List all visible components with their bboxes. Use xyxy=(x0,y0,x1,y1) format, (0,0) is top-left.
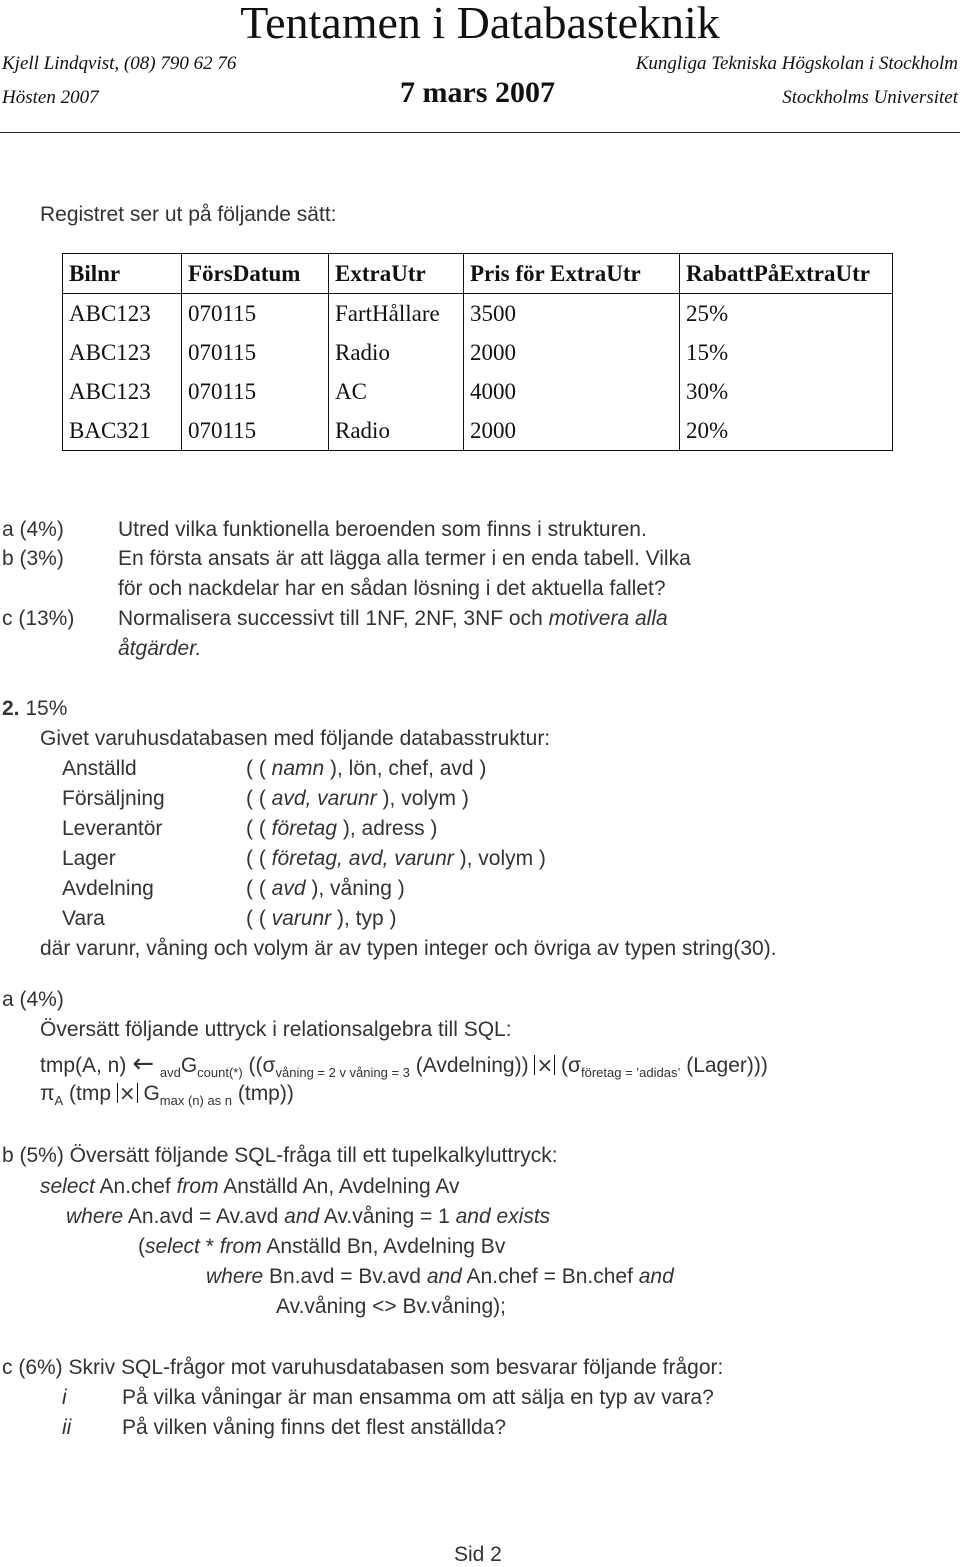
sql-keyword: and exists xyxy=(455,1205,551,1228)
aggregate-symbol: G xyxy=(180,1054,198,1077)
expr-rest: (tmp)) xyxy=(232,1082,294,1105)
natural-join-icon: × xyxy=(118,1081,136,1105)
q2c-item-number xyxy=(62,1386,67,1410)
natural-join-icon: × xyxy=(536,1053,554,1077)
q1b-text-line1: En första ansats är att lägga alla termer i en enda tabell. Vilka xyxy=(118,547,691,570)
q2a-label: a (4%) xyxy=(2,988,64,1011)
q2c-item-number xyxy=(62,1416,71,1440)
document-title: Tentamen i Databasteknik xyxy=(240,0,720,48)
sql-text: An.chef xyxy=(94,1175,177,1198)
table-row xyxy=(63,411,893,451)
schema-rest: ), våning ) xyxy=(305,877,405,900)
relation-avdelning: (Avdelning)) xyxy=(409,1054,535,1077)
q1c-label: c (13%) xyxy=(2,607,75,630)
q1c-italic: motivera alla xyxy=(548,607,668,630)
header-rule xyxy=(0,132,960,133)
table-cell: 25% xyxy=(680,294,893,334)
relation-schema xyxy=(246,907,397,931)
sql-line-3 xyxy=(138,1235,505,1259)
sql-text: An.chef = Bn.chef xyxy=(461,1265,639,1288)
table-cell: AC xyxy=(329,372,464,411)
schema-rest: ), adress ) xyxy=(337,817,438,840)
relation-lager: (Lager))) xyxy=(680,1054,768,1077)
table-cell: Radio xyxy=(329,411,464,451)
column-header: Pris för ExtraUtr xyxy=(464,254,680,294)
select-symbol: ((σ xyxy=(242,1054,276,1077)
q1c-text xyxy=(118,607,668,631)
term-line: Hösten 2007 xyxy=(2,87,99,108)
q1b-label: b (3%) xyxy=(2,547,64,570)
expr-tmp: (tmp xyxy=(63,1082,117,1105)
q2a-text: Översätt följande uttryck i relationsalgebra till SQL: xyxy=(40,1018,512,1041)
table-cell: 070115 xyxy=(182,411,329,451)
select-condition: företag = ’adidas’ xyxy=(581,1065,681,1080)
q2b-label: b (5%) Översätt följande SQL-fråga till ett tupelkalkyluttryck: xyxy=(2,1144,558,1167)
schema-rest: ), lön, chef, avd ) xyxy=(324,757,487,780)
sql-line-5: Av.våning <> Bv.våning); xyxy=(276,1295,506,1318)
sql-keyword: select xyxy=(40,1175,95,1198)
schema-key: företag xyxy=(271,817,338,840)
assign-arrow-icon: ← xyxy=(132,1049,154,1079)
schema-rest: ), typ ) xyxy=(331,907,397,930)
q2-types-note: där varunr, våning och volym är av typen integer och övriga av typen string(30). xyxy=(40,937,777,960)
q2c-label: c (6%) Skriv SQL-frågor mot varuhusdatabasen som besvarar följande frågor: xyxy=(2,1356,724,1379)
item-numeral: ii xyxy=(62,1416,72,1439)
q1a-text: Utred vilka funktionella beroenden som finns i strukturen. xyxy=(118,518,647,541)
item-numeral: i xyxy=(62,1386,67,1409)
schema-open: ( ( xyxy=(246,757,272,780)
table-cell: Radio xyxy=(329,333,464,372)
sql-line-2 xyxy=(66,1205,550,1229)
table-cell: 3500 xyxy=(464,294,680,334)
relation-name: Avdelning xyxy=(62,877,154,900)
table-cell: 15% xyxy=(680,333,893,372)
sql-text: Anställd Bn, Avdelning Bv xyxy=(261,1235,506,1258)
sql-text: * xyxy=(199,1235,220,1258)
table-cell: 2000 xyxy=(464,333,680,372)
q2c-item-text: På vilken våning finns det flest anställda? xyxy=(122,1416,507,1439)
table-row xyxy=(63,372,893,411)
table-cell: 30% xyxy=(680,372,893,411)
column-header: FörsDatum xyxy=(182,254,329,294)
q2-number: 2. xyxy=(2,697,20,720)
table-cell: 20% xyxy=(680,411,893,451)
table-cell: FartHållare xyxy=(329,294,464,334)
table-row xyxy=(63,333,893,372)
relation-name: Anställd xyxy=(62,757,137,780)
column-header: ExtraUtr xyxy=(329,254,464,294)
table-cell: ABC123 xyxy=(69,378,151,404)
sql-keyword: and xyxy=(284,1205,320,1228)
sql-keyword: and xyxy=(426,1265,462,1288)
sql-text: An.avd = Av.avd xyxy=(123,1205,285,1228)
schema-key: avd xyxy=(271,877,306,900)
table-header-row xyxy=(63,254,893,294)
sql-text: Av.våning = 1 xyxy=(319,1205,456,1228)
schema-key: företag, avd, varunr xyxy=(271,847,454,870)
relation-schema xyxy=(246,877,405,901)
register-table xyxy=(62,253,893,451)
schema-open: ( ( xyxy=(246,787,272,810)
q1b-text-line2: för och nackdelar har en sådan lösning i det aktuella fallet? xyxy=(118,577,666,600)
aggregate-subscript: max (n) as n xyxy=(159,1093,233,1108)
relation-schema xyxy=(246,757,486,781)
schema-key: varunr xyxy=(271,907,332,930)
sql-keyword: where xyxy=(66,1205,124,1228)
aggregate-subscript: count(*) xyxy=(197,1065,243,1080)
table-cell: 4000 xyxy=(464,372,680,411)
schema-open: ( ( xyxy=(246,907,272,930)
q1c-italic2: åtgärder. xyxy=(118,637,202,660)
projection-symbol: π xyxy=(40,1082,55,1105)
sql-keyword: where xyxy=(206,1265,264,1288)
sql-keyword: from xyxy=(176,1175,219,1198)
sql-text: ( xyxy=(138,1235,145,1258)
schema-rest: ), volym ) xyxy=(376,787,469,810)
select-symbol: (σ xyxy=(555,1054,581,1077)
table-cell: 070115 xyxy=(182,333,329,372)
projection-subscript: A xyxy=(54,1093,64,1108)
sql-keyword: select xyxy=(145,1235,200,1258)
table-cell: 2000 xyxy=(464,411,680,451)
sql-line-4 xyxy=(206,1265,674,1289)
group-subscript: avd xyxy=(159,1065,181,1080)
table-row xyxy=(63,294,893,334)
relation-schema xyxy=(246,787,469,811)
schema-open: ( ( xyxy=(246,847,272,870)
author-line: Kjell Lindqvist, (08) 790 62 76 xyxy=(2,53,237,74)
sql-keyword: and xyxy=(638,1265,674,1288)
institution-line: Kungliga Tekniska Högskolan i Stockholm xyxy=(635,53,958,74)
schema-key: avd, varunr xyxy=(271,787,377,810)
university-line: Stockholms Universitet xyxy=(782,87,958,108)
sql-keyword: from xyxy=(219,1235,262,1258)
relation-schema xyxy=(246,817,437,841)
algebra-expression-2 xyxy=(40,1082,294,1108)
aggregate-symbol: G xyxy=(137,1082,160,1105)
q2-intro: Givet varuhusdatabasen med följande databasstruktur: xyxy=(40,727,551,750)
schema-rest: ), volym ) xyxy=(453,847,546,870)
q1c-plain: Normalisera successivt till 1NF, 2NF, 3NF och xyxy=(118,607,549,630)
sql-text: Anställd An, Avdelning Av xyxy=(218,1175,460,1198)
q2-points: 15% xyxy=(19,697,68,720)
table-cell: BAC321 xyxy=(69,417,151,443)
exam-date: 7 mars 2007 xyxy=(400,76,555,109)
expr-lhs: tmp(A, n) xyxy=(40,1054,127,1077)
q2-heading xyxy=(2,697,67,721)
column-header: Bilnr xyxy=(63,254,182,294)
page-number: Sid 2 xyxy=(454,1543,502,1566)
relation-name: Försäljning xyxy=(62,787,165,810)
q1c-text-line2 xyxy=(118,637,201,661)
schema-key: namn xyxy=(271,757,325,780)
schema-open: ( ( xyxy=(246,817,272,840)
table-cell: ABC123 xyxy=(69,339,151,365)
q1a-label: a (4%) xyxy=(2,518,64,541)
table-cell: ABC123 xyxy=(69,300,151,326)
q2c-item-text: På vilka våningar är man ensamma om att sälja en typ av vara? xyxy=(122,1386,714,1409)
algebra-expression-1 xyxy=(40,1049,768,1080)
table-cell: 070115 xyxy=(182,372,329,411)
relation-name: Lager xyxy=(62,847,116,870)
relation-schema xyxy=(246,847,546,871)
sql-text: Bn.avd = Bv.avd xyxy=(263,1265,427,1288)
table-cell: 070115 xyxy=(182,294,329,334)
select-condition: våning = 2 v våning = 3 xyxy=(275,1065,410,1080)
relation-name: Leverantör xyxy=(62,817,163,840)
relation-name: Vara xyxy=(62,907,105,930)
sql-line-1 xyxy=(40,1175,460,1199)
column-header: RabattPåExtraUtr xyxy=(680,254,893,294)
schema-open: ( ( xyxy=(246,877,272,900)
intro-text: Registret ser ut på följande sätt: xyxy=(40,203,337,226)
